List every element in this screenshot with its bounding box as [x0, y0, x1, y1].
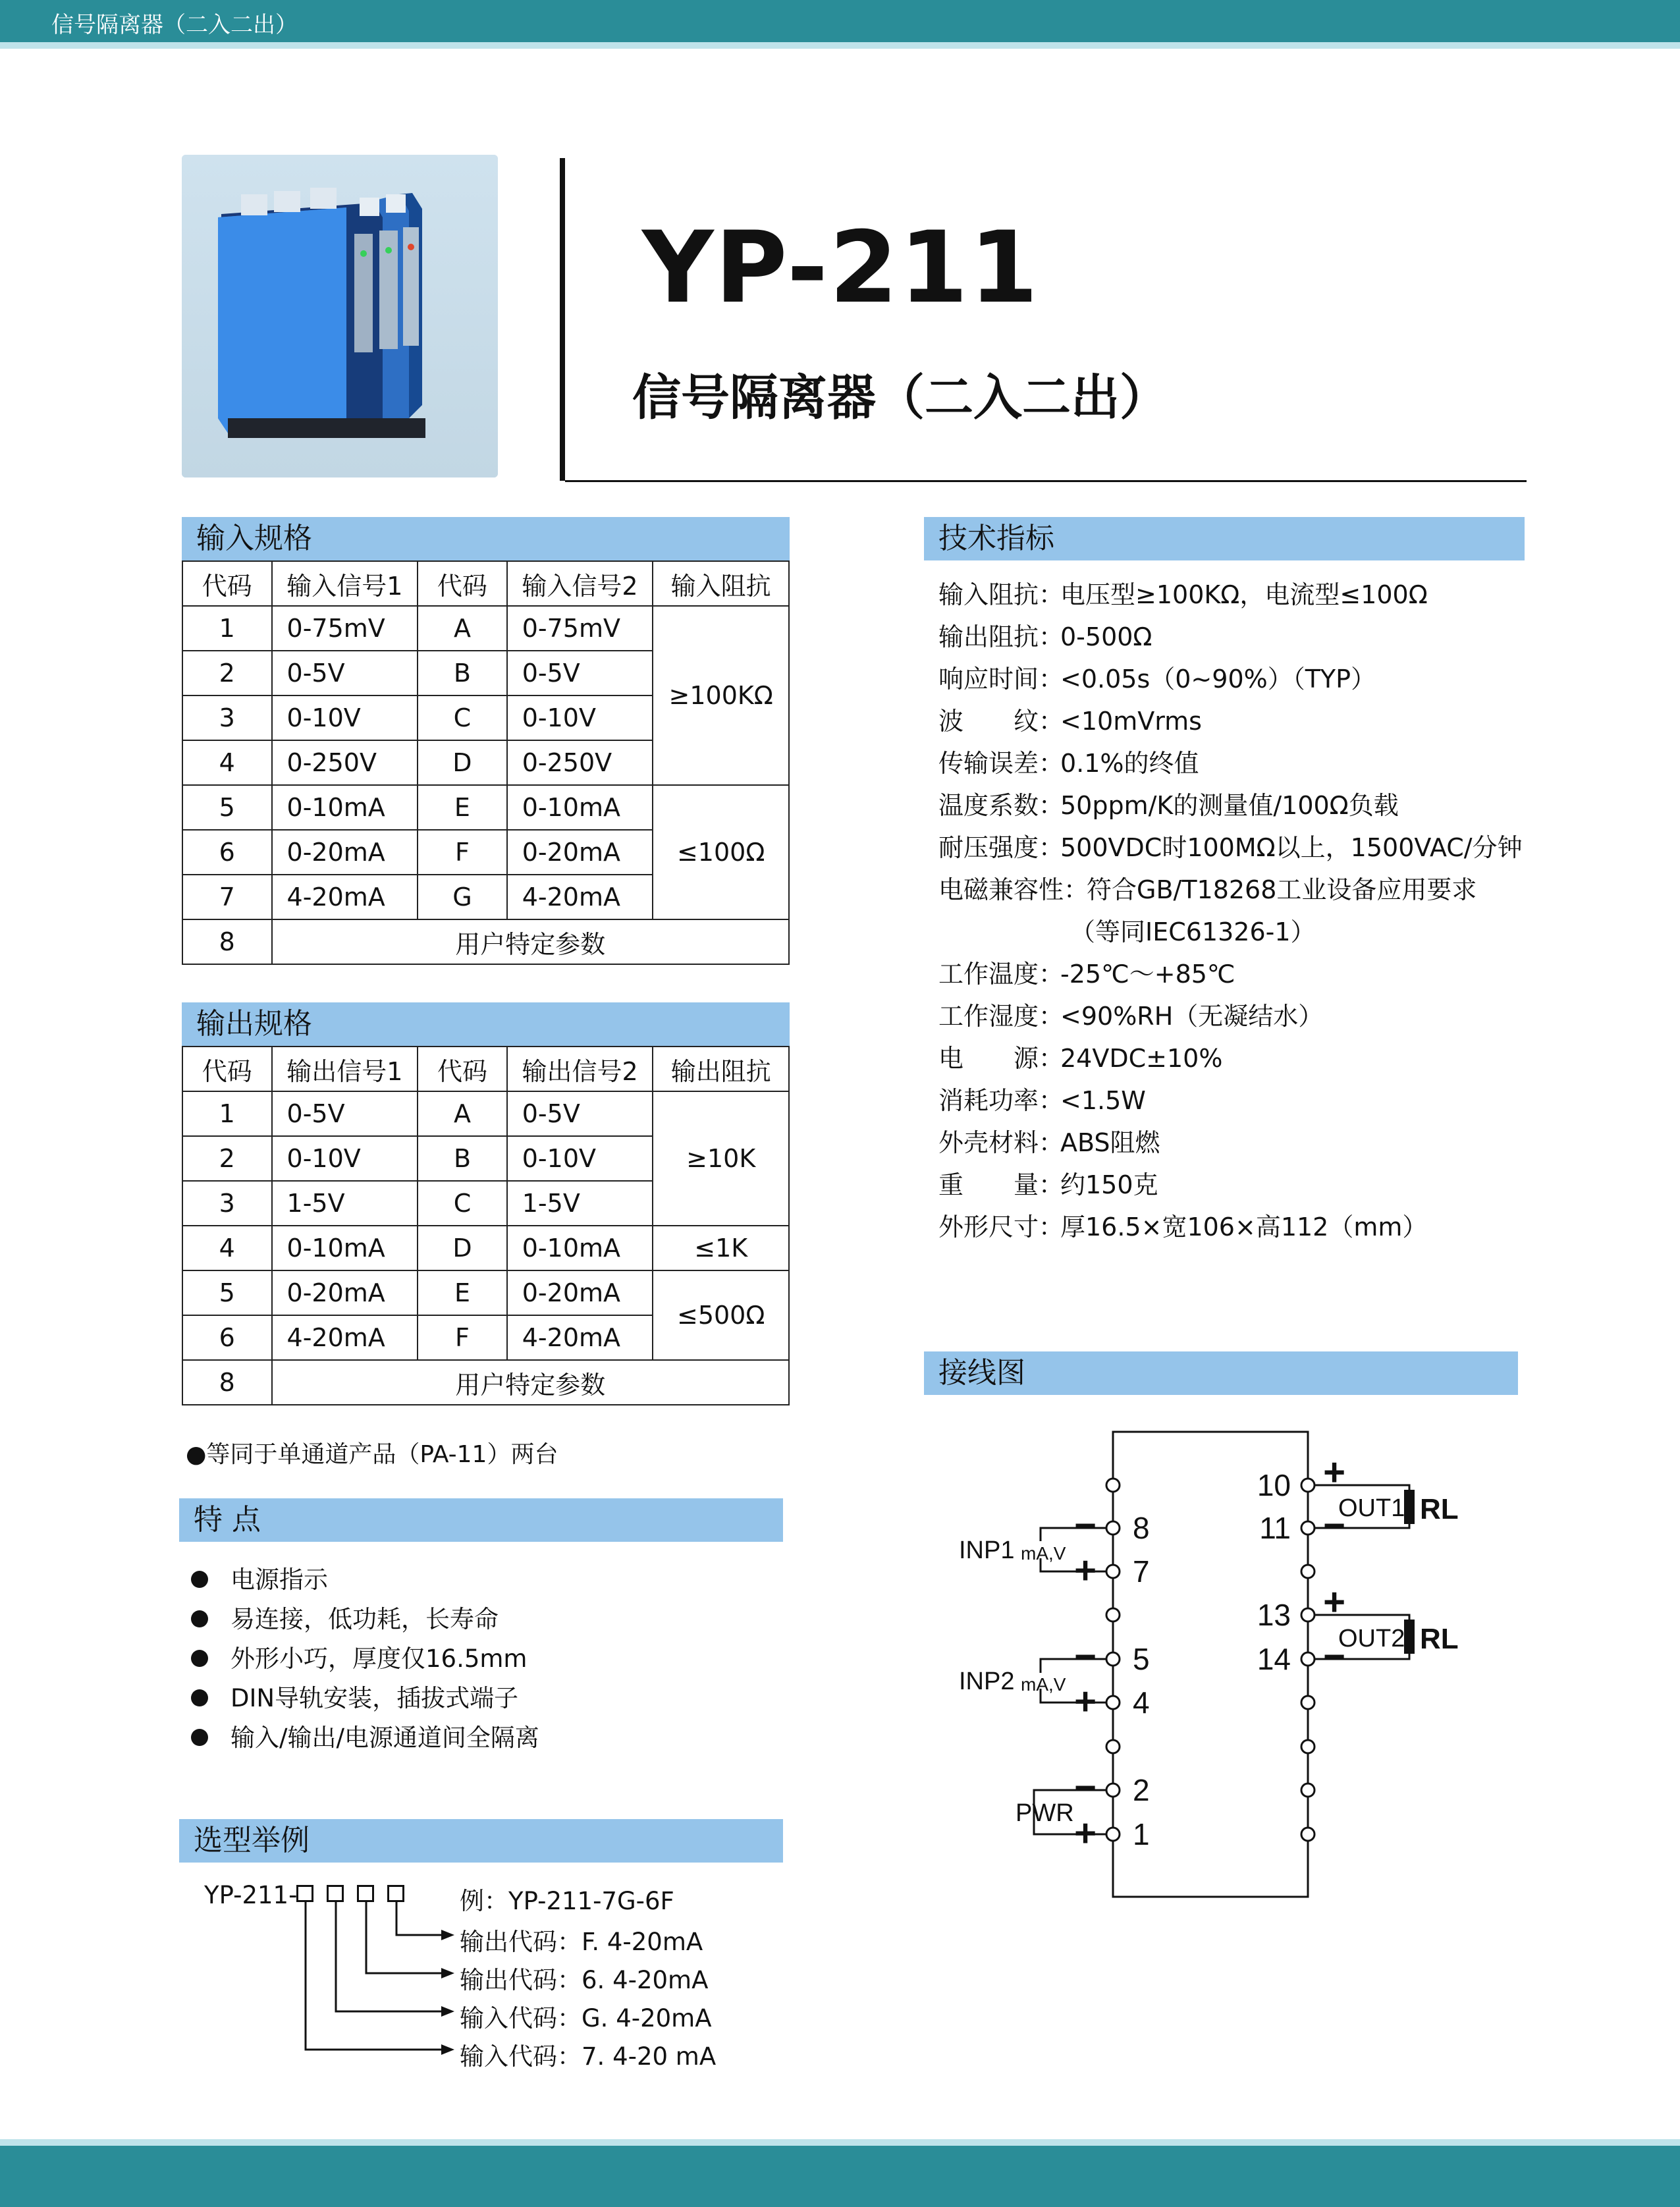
terminal-number: 1 [1133, 1817, 1150, 1851]
bullet-icon [191, 1729, 208, 1746]
cell: 0-250V [272, 740, 418, 785]
terminal-icon [1106, 1608, 1120, 1621]
column-header: 代码 [182, 1047, 272, 1091]
selection-example: 例：YP-211-7G-6F [460, 1887, 674, 1915]
table-row [182, 1226, 789, 1270]
cell: 1 [182, 606, 272, 651]
cell: 0-10V [507, 1136, 653, 1181]
cell: D [418, 740, 507, 785]
cell: 4 [182, 1226, 272, 1270]
cell: E [418, 785, 507, 830]
cell: 用户特定参数 [272, 1360, 789, 1405]
terminal-icon [1301, 1608, 1314, 1621]
code-box [387, 1885, 404, 1902]
wiring-heading: 接线图 [924, 1351, 1518, 1395]
cell: 2 [182, 1136, 272, 1181]
tech-value: <90%RH（无凝结水） [1060, 1002, 1324, 1031]
footer-divider [0, 2139, 1680, 2146]
wiring-diagram [948, 1423, 1475, 1910]
cell: 0-20mA [507, 1270, 653, 1315]
table-row [182, 919, 789, 964]
bullet-icon [191, 1650, 208, 1667]
cell: G [418, 875, 507, 919]
column-header: 输入信号1 [272, 561, 418, 606]
tech-value: 500VDC时100MΩ以上，1500VAC/分钟 [1060, 833, 1523, 862]
terminal-icon [1106, 1521, 1120, 1535]
cell: 1-5V [272, 1181, 418, 1226]
column-header: 代码 [418, 561, 507, 606]
terminal-icon [1301, 1652, 1314, 1666]
product-subtitle: 信号隔离器（二入二出） [632, 369, 1168, 426]
cell: 0-250V [507, 740, 653, 785]
inp2-label: INP2 [959, 1668, 1015, 1695]
list-item: 电源指示 [191, 1560, 328, 1595]
cell: F [418, 1315, 507, 1360]
cell: 4-20mA [507, 875, 653, 919]
column-header: 代码 [182, 561, 272, 606]
impedance-cell: ≥100KΩ [653, 606, 789, 785]
cell: 2 [182, 651, 272, 695]
tech-value: 符合GB/T18268工业设备应用要求 [1087, 875, 1477, 904]
plus-sign-icon: + [1074, 1549, 1097, 1592]
cell: 6 [182, 1315, 272, 1360]
terminal-icon [1301, 1784, 1314, 1797]
terminal-icon [1106, 1784, 1120, 1797]
tech-row [938, 701, 1202, 737]
tech-label: 电磁兼容性： [938, 875, 1089, 904]
tech-row [938, 1122, 1160, 1158]
cell: 1 [182, 1091, 272, 1136]
model-code-prefix: YP-211- [204, 1881, 298, 1909]
list-item: 易连接，低功耗，长寿命 [191, 1599, 499, 1635]
cell: 3 [182, 1181, 272, 1226]
terminal-number: 4 [1133, 1685, 1150, 1720]
tech-row [938, 574, 1428, 611]
cell: A [418, 606, 507, 651]
impedance-cell: ≤1K [653, 1226, 789, 1270]
features-heading: 特 点 [179, 1498, 783, 1542]
cell: 0-5V [272, 651, 418, 695]
tech-label: 响应时间： [938, 665, 1064, 694]
tech-label: 工作湿度： [938, 1002, 1064, 1031]
cell: 5 [182, 785, 272, 830]
tech-value: 0.1%的终值 [1060, 749, 1199, 778]
tech-value: 约150克 [1060, 1170, 1158, 1199]
tech-value: ABS阻燃 [1060, 1128, 1160, 1157]
product-image [182, 155, 498, 477]
column-header: 代码 [418, 1047, 507, 1091]
tech-row [938, 827, 1523, 863]
cell: 4-20mA [507, 1315, 653, 1360]
tech-label: 波 纹： [938, 707, 1064, 736]
terminal-icon [1106, 1696, 1120, 1709]
out1-label: OUT1 [1338, 1494, 1405, 1522]
out2-label: OUT2 [1338, 1625, 1405, 1652]
bullet-icon [191, 1610, 208, 1627]
tech-value: 24VDC±10% [1060, 1044, 1223, 1073]
terminal-number: 5 [1133, 1642, 1150, 1676]
tech-label: 重 量： [938, 1170, 1064, 1199]
tech-label: 输出阻抗： [938, 622, 1064, 651]
tech-heading: 技术指标 [924, 517, 1525, 560]
load-resistor-icon [1404, 1490, 1415, 1524]
terminal-icon [1106, 1652, 1120, 1666]
tech-label: 耐压强度： [938, 833, 1064, 862]
selection-leader-lines [290, 1902, 461, 2067]
cell: 0-20mA [272, 830, 418, 875]
selection-line: 输入代码：7. 4-20 mA [460, 2042, 717, 2071]
tech-row [938, 659, 1376, 695]
tech-label: 输入阻抗： [938, 580, 1064, 609]
cell: 0-10mA [507, 1226, 653, 1270]
isolator-device-illustration [182, 155, 498, 477]
cell: 0-5V [507, 1091, 653, 1136]
plus-sign-icon: + [1323, 1581, 1345, 1623]
impedance-cell: ≤100Ω [653, 785, 789, 919]
tech-row [938, 869, 1477, 906]
cell: B [418, 1136, 507, 1181]
terminal-number: 7 [1133, 1554, 1150, 1589]
cell: 0-75mV [272, 606, 418, 651]
impedance-cell: ≤500Ω [653, 1270, 789, 1360]
terminal-number: 8 [1133, 1511, 1150, 1545]
selection-line: 输入代码：G. 4-20mA [460, 2004, 712, 2032]
cell: C [418, 695, 507, 740]
plus-sign-icon: + [1074, 1680, 1097, 1723]
tech-row [938, 996, 1323, 1032]
column-header: 输出阻抗 [653, 1047, 789, 1091]
column-header: 输入信号2 [507, 561, 653, 606]
tech-row [938, 1038, 1222, 1074]
cell: 0-20mA [272, 1270, 418, 1315]
cell: 0-5V [272, 1091, 418, 1136]
terminal-number: 14 [1257, 1642, 1291, 1676]
cell: 4-20mA [272, 875, 418, 919]
terminal-icon [1301, 1828, 1314, 1841]
cell: F [418, 830, 507, 875]
terminal-icon [1301, 1565, 1314, 1578]
tech-row [938, 912, 1316, 948]
list-item: 输入/输出/电源通道间全隔离 [191, 1718, 539, 1753]
terminal-icon [1106, 1740, 1120, 1753]
header-title: 信号隔离器（二入二出） [51, 12, 298, 38]
terminal-icon [1301, 1740, 1314, 1753]
terminal-icon [1301, 1521, 1314, 1535]
tech-row [938, 785, 1399, 821]
code-box [357, 1885, 374, 1902]
tech-row [938, 743, 1199, 779]
column-header: 输入阻抗 [653, 561, 789, 606]
minus-sign-icon: − [1323, 1504, 1345, 1547]
cell: 6 [182, 830, 272, 875]
cell: 0-10V [272, 695, 418, 740]
cell: 0-20mA [507, 830, 653, 875]
tech-label: 外壳材料： [938, 1128, 1064, 1157]
cell: D [418, 1226, 507, 1270]
terminal-icon [1301, 1479, 1314, 1492]
column-header: 输出信号1 [272, 1047, 418, 1091]
terminal-number: 2 [1133, 1773, 1150, 1807]
selection-heading: 选型举例 [179, 1819, 783, 1863]
footer-bar [0, 2146, 1680, 2207]
rl-label: RL [1420, 1493, 1459, 1525]
cell: 0-10V [272, 1136, 418, 1181]
cell: 0-75mV [507, 606, 653, 651]
cell: 4-20mA [272, 1315, 418, 1360]
tech-value: 厚16.5×宽106×高112（mm） [1060, 1212, 1428, 1241]
unit-label: mA,V [1021, 1543, 1066, 1564]
tech-value: -25℃～+85℃ [1060, 960, 1235, 989]
cell: 0-10mA [272, 1226, 418, 1270]
bullet-icon [191, 1571, 208, 1588]
bullet-icon [191, 1689, 208, 1706]
terminal-icon [1301, 1696, 1314, 1709]
tech-label: 外形尺寸： [938, 1212, 1064, 1241]
output-spec-table [182, 1046, 790, 1405]
cell: E [418, 1270, 507, 1315]
tech-row [938, 1080, 1146, 1116]
table-header-row [182, 561, 789, 606]
rl-label: RL [1420, 1623, 1459, 1655]
cell: 5 [182, 1270, 272, 1315]
cell: A [418, 1091, 507, 1136]
cell: 用户特定参数 [272, 919, 789, 964]
tech-row [938, 954, 1235, 990]
cell: 8 [182, 919, 272, 964]
minus-sign-icon: − [1074, 1635, 1097, 1678]
table-row [182, 1091, 789, 1136]
cell: 1-5V [507, 1181, 653, 1226]
title-divider-horizontal [565, 480, 1527, 482]
selection-line: 输出代码：F. 4-20mA [460, 1928, 703, 1956]
tech-value: <10mVrms [1060, 707, 1202, 736]
code-box [296, 1885, 313, 1902]
tech-value: 电压型≥100KΩ，电流型≤100Ω [1060, 580, 1428, 609]
title-divider-vertical [560, 158, 565, 481]
table-row [182, 606, 789, 651]
code-box [327, 1885, 344, 1902]
inp1-label: INP1 [959, 1537, 1015, 1564]
cell: 7 [182, 875, 272, 919]
terminal-icon [1106, 1828, 1120, 1841]
tech-value: （等同IEC61326-1） [1070, 917, 1316, 946]
load-resistor-icon [1404, 1620, 1415, 1654]
output-spec-heading: 输出规格 [182, 1002, 790, 1046]
cell: 3 [182, 695, 272, 740]
minus-sign-icon: − [1323, 1635, 1345, 1678]
tech-value: <0.05s（0~90%）（TYP） [1060, 665, 1376, 694]
column-header: 输出信号2 [507, 1047, 653, 1091]
input-spec-heading: 输入规格 [182, 517, 790, 560]
impedance-cell: ≥10K [653, 1091, 789, 1226]
cell: 4 [182, 740, 272, 785]
cell: 0-10mA [507, 785, 653, 830]
tech-row [938, 616, 1152, 653]
cell: 0-10mA [272, 785, 418, 830]
plus-sign-icon: + [1074, 1812, 1097, 1855]
input-spec-table [182, 560, 790, 965]
table-header-row [182, 1047, 789, 1091]
terminal-icon [1106, 1565, 1120, 1578]
list-item: 外形小巧，厚度仅16.5mm [191, 1639, 527, 1674]
selection-line: 输出代码：6. 4-20mA [460, 1966, 709, 1994]
plus-sign-icon: + [1323, 1451, 1345, 1494]
model-title: YP-211 [642, 211, 1040, 325]
minus-sign-icon: − [1074, 1504, 1097, 1547]
cell: 0-5V [507, 651, 653, 695]
cell: B [418, 651, 507, 695]
cell: 0-10V [507, 695, 653, 740]
tech-label: 电 源： [938, 1044, 1064, 1073]
terminal-icon [1106, 1479, 1120, 1492]
tech-label: 消耗功率： [938, 1086, 1064, 1115]
header-divider [0, 42, 1680, 49]
tech-label: 传输误差： [938, 749, 1064, 778]
table-row [182, 785, 789, 830]
tech-row [938, 1207, 1427, 1243]
tech-row [938, 1164, 1158, 1201]
tech-value: <1.5W [1060, 1086, 1146, 1115]
table-row [182, 1360, 789, 1405]
terminal-number: 13 [1257, 1598, 1291, 1632]
table-row [182, 1270, 789, 1315]
minus-sign-icon: − [1074, 1766, 1097, 1809]
cell: C [418, 1181, 507, 1226]
tech-value: 0-500Ω [1060, 622, 1152, 651]
tech-value: 50ppm/K的测量值/100Ω负载 [1060, 791, 1399, 820]
unit-label: mA,V [1021, 1674, 1066, 1695]
tech-label: 温度系数： [938, 791, 1064, 820]
list-item: DIN导轨安装，插拔式端子 [191, 1678, 518, 1714]
cell: 8 [182, 1360, 272, 1405]
equivalence-note: ●等同于单通道产品（PA-11）两台 [186, 1441, 558, 1468]
terminal-number: 11 [1259, 1511, 1291, 1545]
terminal-number: 10 [1257, 1468, 1291, 1502]
tech-label: 工作温度： [938, 960, 1064, 989]
pwr-label: PWR [1016, 1799, 1074, 1827]
